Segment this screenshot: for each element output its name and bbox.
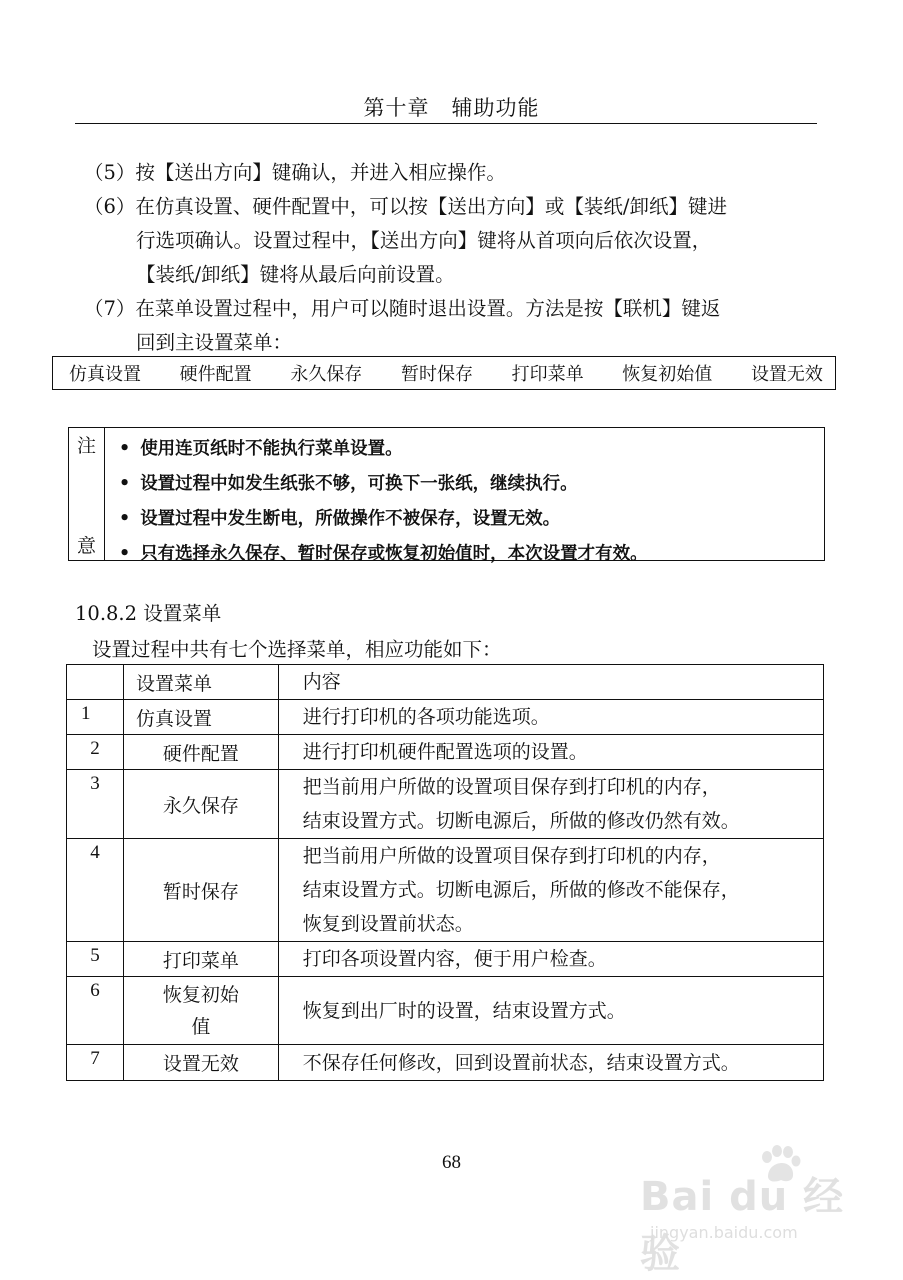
- row-content: 打印各项设置内容，便于用户检查。: [278, 942, 823, 977]
- table-row: [67, 942, 824, 977]
- note-item: • 设置过程中如发生纸张不够，可换下一张纸，继续执行。: [119, 467, 648, 502]
- section-heading: 10.8.2 设置菜单: [75, 602, 222, 625]
- step-6: [84, 190, 727, 292]
- page-number: 68: [442, 1152, 461, 1173]
- menu-name-line: 值: [191, 1015, 211, 1038]
- menu-item-save-temporary: 暂时保存: [400, 364, 473, 385]
- table-header-row: [67, 665, 824, 700]
- step-number: （5）: [84, 161, 136, 184]
- header-cell-content: 内容: [278, 665, 823, 700]
- row-number: 3: [67, 770, 124, 839]
- row-content: [278, 770, 823, 839]
- menu-item-cancel-settings: 设置无效: [750, 364, 823, 385]
- row-number: 7: [67, 1045, 124, 1081]
- menu-item-emulation: 仿真设置: [69, 364, 141, 385]
- step-text: 在菜单设置过程中，用户可以随时退出设置。方法是按【联机】键返: [135, 297, 721, 320]
- step-text: 回到主设置菜单：: [136, 331, 293, 354]
- table-row: [67, 839, 824, 942]
- header-divider: [75, 123, 817, 124]
- step-text: 按【送出方向】键确认，并进入相应操作。: [135, 161, 506, 184]
- row-content: 进行打印机硬件配置选项的设置。: [278, 735, 823, 770]
- row-content: 进行打印机的各项功能选项。: [278, 700, 823, 735]
- menu-item-restore-defaults: 恢复初始值: [622, 364, 713, 385]
- step-number: （7）: [84, 297, 136, 320]
- settings-menu-table: [66, 664, 824, 1081]
- note-label-bottom: 意: [76, 535, 96, 557]
- step-number: （6）: [84, 195, 136, 218]
- row-number: 4: [67, 839, 124, 942]
- note-label: [69, 428, 105, 560]
- step-5: [84, 156, 506, 190]
- menu-item-save-permanent: 永久保存: [290, 364, 363, 385]
- row-content: 恢复到出厂时的设置，结束设置方式。: [278, 977, 823, 1045]
- row-number: 1: [67, 700, 124, 735]
- table-row: [67, 977, 824, 1045]
- baidu-watermark: [640, 1145, 880, 1277]
- menu-item-hardware: 硬件配置: [179, 364, 252, 385]
- row-number: 6: [67, 977, 124, 1045]
- chapter-title: 第十章 辅助功能: [363, 96, 540, 120]
- menu-name-line: 恢复初始: [162, 983, 239, 1006]
- content-line: 结束设置方式。切断电源后，所做的修改不能保存，: [302, 879, 740, 901]
- table-row: [67, 735, 824, 770]
- row-number: 2: [67, 735, 124, 770]
- row-number: 5: [67, 942, 124, 977]
- note-label-top: 注: [76, 435, 96, 457]
- row-content: 不保存任何修改，回到设置前状态，结束设置方式。: [278, 1045, 823, 1081]
- table-row: [67, 770, 824, 839]
- step-text: 行选项确认。设置过程中，【送出方向】键将从首项向后依次设置，: [136, 229, 712, 252]
- menu-item-print-menu: 打印菜单: [511, 364, 584, 385]
- row-menu-name: 打印菜单: [123, 942, 278, 977]
- content-line: 把当前用户所做的设置项目保存到打印机的内存，: [302, 776, 721, 798]
- row-menu-name: 仿真设置: [123, 700, 278, 735]
- watermark-brand: Bai du 经验: [640, 1174, 845, 1277]
- note-item: • 设置过程中发生断电，所做操作不被保存，设置无效。: [119, 502, 648, 537]
- header-cell-num: [67, 665, 124, 700]
- row-menu-name: 永久保存: [123, 770, 278, 839]
- row-menu-name: [123, 977, 278, 1045]
- content-line: 结束设置方式。切断电源后，所做的修改仍然有效。: [302, 810, 740, 832]
- step-text: 【装纸/卸纸】键将从最后向前设置。: [136, 263, 455, 286]
- table-row: [67, 1045, 824, 1081]
- row-menu-name: 硬件配置: [123, 735, 278, 770]
- row-content: [278, 839, 823, 942]
- content-line: 恢复到设置前状态。: [302, 913, 474, 935]
- note-box: [68, 427, 825, 564]
- watermark-url: jingyan.baidu.com: [650, 1223, 798, 1242]
- step-7: [84, 292, 720, 360]
- note-item: • 使用连页纸时不能执行菜单设置。: [119, 432, 648, 467]
- row-menu-name: 暂时保存: [123, 839, 278, 942]
- note-list: [105, 428, 648, 564]
- row-menu-name: 设置无效: [123, 1045, 278, 1081]
- section-intro: 设置过程中共有七个选择菜单，相应功能如下：: [92, 638, 502, 661]
- main-menu-bar: [52, 356, 836, 390]
- step-text: 在仿真设置、硬件配置中，可以按【送出方向】或【装纸/卸纸】键进: [135, 195, 727, 218]
- table-row: [67, 700, 824, 735]
- content-line: 把当前用户所做的设置项目保存到打印机的内存，: [302, 845, 721, 867]
- note-item: • 只有选择永久保存、暂时保存或恢复初始值时，本次设置才有效。: [119, 537, 648, 572]
- header-cell-menu: 设置菜单: [123, 665, 278, 700]
